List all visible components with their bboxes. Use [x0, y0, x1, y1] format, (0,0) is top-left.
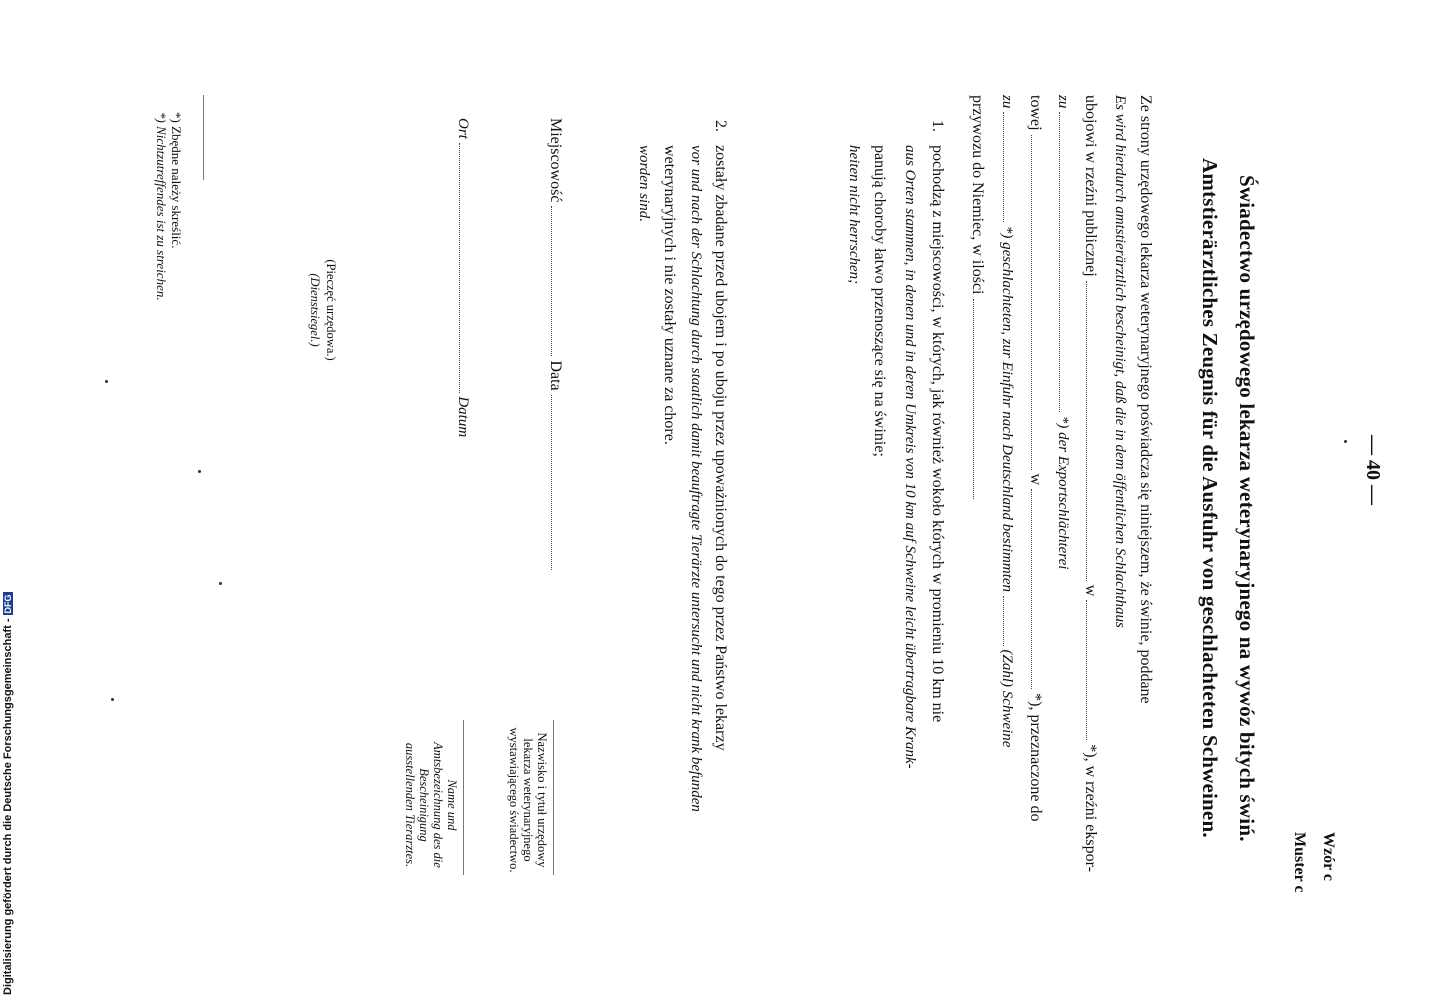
- slaughterhouse-blank: [1086, 281, 1099, 581]
- item-1-text-de: aus Orten stammen, in denen und in deren Umkreis von 10 km auf Schweine leicht übertragbare Krank-: [902, 145, 918, 769]
- model-label-de: Muster c: [1291, 832, 1308, 893]
- speck: [105, 380, 108, 383]
- zu-blank-1: [1059, 112, 1072, 412]
- digitization-footer: [2, 592, 14, 995]
- w-label: w: [1082, 584, 1099, 597]
- quantity-label: przywozu do Niemiec, w ilości: [969, 95, 986, 295]
- speck: [1344, 440, 1347, 443]
- signature-line-pl: [553, 720, 554, 875]
- title-german: Amtstierärztliches Zeugnis für die Ausfuhr von geschlachteten Schweinen.: [1198, 158, 1222, 838]
- place-label-pl: Miejscowość: [547, 118, 564, 203]
- item-1-text-de-2: heiten nicht herrschen;: [846, 145, 862, 285]
- intro-line-2: Es wird hierdurch amtstierärztlich bescheinigt, daß die in dem öffentlichen Schlachthaus: [1112, 95, 1128, 628]
- place-blank-2: [1031, 489, 1044, 689]
- intro-line-3: [1081, 95, 1099, 872]
- place-field-de: [459, 143, 472, 393]
- page-number: — 40 —: [1362, 435, 1384, 505]
- place-date-pl: [546, 118, 564, 570]
- zu-blank-2: [1003, 112, 1016, 222]
- date-field: [551, 395, 564, 570]
- quantity-blank: [973, 299, 986, 499]
- dfg-logo: DFG: [3, 594, 13, 614]
- public-slaughterhouse-label: ubojowi w rzeźni publicznej: [1082, 95, 1099, 277]
- place-date-de: [454, 118, 472, 437]
- intro-line-7: [968, 95, 986, 499]
- footer-text: Digitalisierung gefördert durch die Deutsche Forschungsgemeinschaft -: [2, 618, 14, 995]
- footnote-de: *) Nichtzutreffendes ist zu streichen.: [154, 112, 169, 301]
- zu-label: zu: [1055, 95, 1071, 109]
- item-2-text-pl-2: weterynaryjnych i nie zostały uznane za chore.: [661, 145, 678, 445]
- destined-label: *), przeznaczone do: [1027, 693, 1044, 822]
- item-2-text-de: vor und nach der Schlachtung durch staatlich damit beauftragte Tierärzte untersucht und nicht krank befunden: [688, 145, 704, 812]
- place-field: [551, 206, 564, 356]
- item-1-text-pl-2: panują choroby łatwo przenoszące się na świnie;: [871, 145, 888, 457]
- zu-label-2: zu: [999, 95, 1015, 109]
- export-suffix: towej: [1027, 95, 1044, 131]
- seal-pl: (Pieczęć urzędowa.): [324, 259, 338, 361]
- w-label-2: w: [1027, 473, 1044, 486]
- intro-line-1: Ze strony urzędowego lekarza weterynaryjnego poświadcza się niniejszem, że świnie, poddane: [1137, 95, 1154, 704]
- place-blank-1: [1086, 600, 1099, 740]
- item-2-number: 2.: [712, 120, 729, 132]
- intro-line-5: [1026, 95, 1044, 821]
- count-label-de: (Zahl) Schweine: [999, 649, 1015, 748]
- item-2-text-de-2: worden sind.: [636, 145, 652, 222]
- date-label-de: Datum: [455, 396, 471, 438]
- intro-line-4: [1054, 95, 1072, 569]
- speck: [198, 470, 201, 473]
- date-label-pl: Data: [547, 360, 564, 391]
- item-2-text-pl: zostały zbadane przed ubojem i po uboju przez upoważnionych do tego przez Państwo lekarzy: [712, 145, 729, 751]
- speck: [219, 582, 222, 585]
- signature-line-de: [463, 720, 464, 875]
- export-slaughterhouse-label: *), w rzeźni ekspor-: [1082, 744, 1099, 872]
- footnote-pl: *) Zbędne należy skreślić.: [169, 112, 184, 249]
- signature-caption-de: Name und Amtsbezeichnung des die Bescheinigung ausstellenden Tierarztes.: [403, 742, 459, 868]
- export-slaughterhouse-blank: [1031, 135, 1044, 470]
- speck: [111, 698, 114, 701]
- slaughtered-label-de: *) geschlachteten, zur Einfuhr nach Deutschland bestimmten: [999, 225, 1015, 593]
- export-label-de: *) der Exportschlächterei: [1055, 415, 1071, 570]
- footnote-rule: [203, 95, 204, 180]
- signature-caption-pl: Nazwisko i tytuł urzędowy lekarza weterynaryjnego wystawiającego świadectwo.: [507, 727, 549, 873]
- title-polish: Świadectwo urzędowego lekarza weterynaryjnego na wywóz bitych świń.: [1235, 175, 1259, 842]
- model-label-pl: Wzór c: [1320, 832, 1337, 882]
- count-blank: [1003, 596, 1016, 646]
- item-1-text-pl: pochodzą z miejscowości, w których, jak również wokoło których w promieniu 10 km nie: [929, 145, 946, 723]
- place-label-de: Ort: [455, 118, 471, 139]
- seal-de: (Dienstsiegel.): [308, 273, 322, 347]
- item-1-number: 1.: [929, 120, 946, 132]
- intro-line-6: [998, 95, 1016, 747]
